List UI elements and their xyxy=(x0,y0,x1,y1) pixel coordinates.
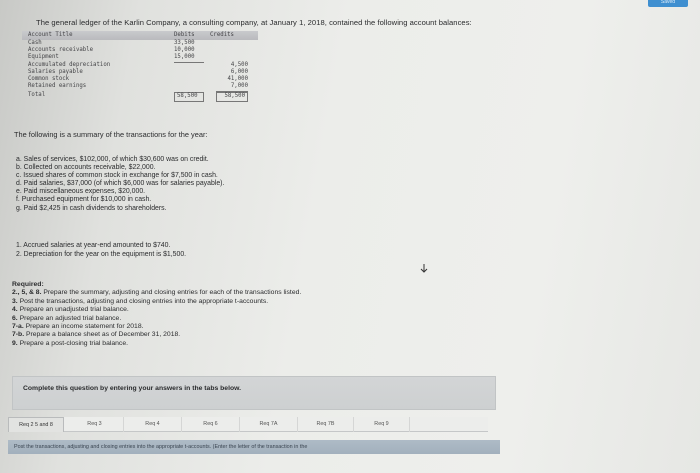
required-title: Required: xyxy=(12,281,44,288)
list-item: a. Sales of services, $102,000, of which $30,600 was on credit. xyxy=(16,156,209,163)
credit-value: 41,000 xyxy=(227,75,248,82)
list-item: d. Paid salaries, $37,000 (of which $6,000 was for salaries payable). xyxy=(16,180,225,188)
tab-req-6[interactable]: Req 6 xyxy=(182,417,240,432)
item-text: Prepare an income statement for 2018. xyxy=(25,323,144,331)
instruction-bar: Post the transactions, adjusting and closing entries into the appropriate t-accounts. (Enter the letter of the transaction in the xyxy=(8,440,500,454)
debit-value: 15,000 xyxy=(174,54,204,63)
list-item: c. Issued shares of common stock in exchange for $7,500 in cash. xyxy=(16,172,218,180)
tab-req-4[interactable]: Req 4 xyxy=(124,417,182,432)
credit-value: 4,500 xyxy=(230,61,248,68)
item-number: 3. xyxy=(12,297,18,305)
list-item: 1. Accrued salaries at year-end amounted to $740. xyxy=(16,242,171,249)
list-item: g. Paid $2,425 in cash dividends to shareholders. xyxy=(16,204,167,212)
list-item: 2. Depreciation for the year on the equipment is $1,500. xyxy=(16,250,187,258)
ledger-row xyxy=(28,62,256,69)
tab-req-7a[interactable]: Req 7A xyxy=(240,417,298,432)
account-name: Accumulated depreciation xyxy=(28,61,111,68)
item-number: 9. xyxy=(12,339,18,347)
item-text: Prepare an unadjusted trial balance. xyxy=(19,306,129,314)
instruction-box-text: Complete this question by entering your answers in the tabs below. xyxy=(23,385,242,392)
list-item xyxy=(12,298,301,306)
debits-header: Debits xyxy=(174,32,195,38)
debit-value: 33,500 xyxy=(174,40,195,46)
intro-text: The general ledger of the Karlin Company, a consulting company, at January 1, 2018, contained the following account balances: xyxy=(36,18,472,27)
credit-value: 7,000 xyxy=(216,83,248,92)
debit-value: 10,000 xyxy=(174,47,195,54)
item-number: 7-b. xyxy=(12,331,25,339)
ledger-row xyxy=(28,47,256,54)
list-item: e. Paid miscellaneous expenses, $20,000. xyxy=(16,188,146,196)
saved-badge: Saved xyxy=(648,0,688,7)
mouse-cursor-icon xyxy=(419,263,429,273)
requirement-tabs xyxy=(8,417,488,432)
account-name: Salaries payable xyxy=(28,68,83,75)
item-text: Prepare an adjusted trial balance. xyxy=(19,314,122,322)
total-credit-value: 58,500 xyxy=(216,92,248,102)
total-label: Total xyxy=(28,92,46,99)
list-item xyxy=(12,340,301,348)
account-name: Cash xyxy=(28,40,42,46)
tab-req-9[interactable]: Req 9 xyxy=(354,417,410,432)
account-name: Common stock xyxy=(28,75,70,82)
list-item xyxy=(12,323,301,331)
item-text: Post the transactions, adjusting and closing entries into the appropriate t-accounts. xyxy=(19,297,269,305)
list-item xyxy=(12,315,301,323)
total-debit-value: 58,500 xyxy=(174,92,204,102)
list-item: f. Purchased equipment for $10,000 in cash. xyxy=(16,196,152,204)
item-text: Prepare a post-closing trial balance. xyxy=(19,339,128,347)
item-text: Prepare a balance sheet as of December 31, 2018. xyxy=(25,331,181,339)
credits-header: Credits xyxy=(210,32,234,38)
item-number: 2., 5, & 8. xyxy=(12,289,42,297)
ledger-row xyxy=(28,40,256,47)
ledger-row xyxy=(28,54,256,61)
list-item xyxy=(12,306,301,314)
list-item xyxy=(12,289,301,297)
item-number: 4. xyxy=(12,306,18,314)
ledger-row xyxy=(28,83,256,90)
item-number: 6. xyxy=(12,314,18,322)
list-item: b. Collected on accounts receivable, $22,000. xyxy=(16,164,156,172)
item-number: 7-a. xyxy=(12,323,24,331)
tab-req-3[interactable]: Req 3 xyxy=(66,417,124,432)
account-name: Accounts receivable xyxy=(28,47,94,54)
instruction-box xyxy=(12,376,496,410)
summary-heading: The following is a summary of the transactions for the year: xyxy=(14,130,208,139)
ledger-header-row xyxy=(22,31,258,40)
ledger-table xyxy=(22,31,258,119)
list-item xyxy=(12,331,301,339)
adjustment-list xyxy=(16,242,186,259)
account-title-header: Account Title xyxy=(28,32,73,38)
tab-req-2-5-8[interactable]: Req 2 5 and 8 xyxy=(8,417,64,432)
ledger-row xyxy=(28,76,256,83)
credit-value: 6,000 xyxy=(230,68,248,75)
ledger-row xyxy=(28,69,256,76)
tab-req-7b[interactable]: Req 7B xyxy=(298,417,354,432)
transaction-list xyxy=(16,156,224,213)
item-text: Prepare the summary, adjusting and closing entries for each of the transactions listed. xyxy=(43,289,302,297)
account-name: Equipment xyxy=(28,54,59,61)
account-name: Retained earnings xyxy=(28,83,87,90)
ledger-total-row xyxy=(28,92,256,99)
required-section xyxy=(12,281,301,348)
